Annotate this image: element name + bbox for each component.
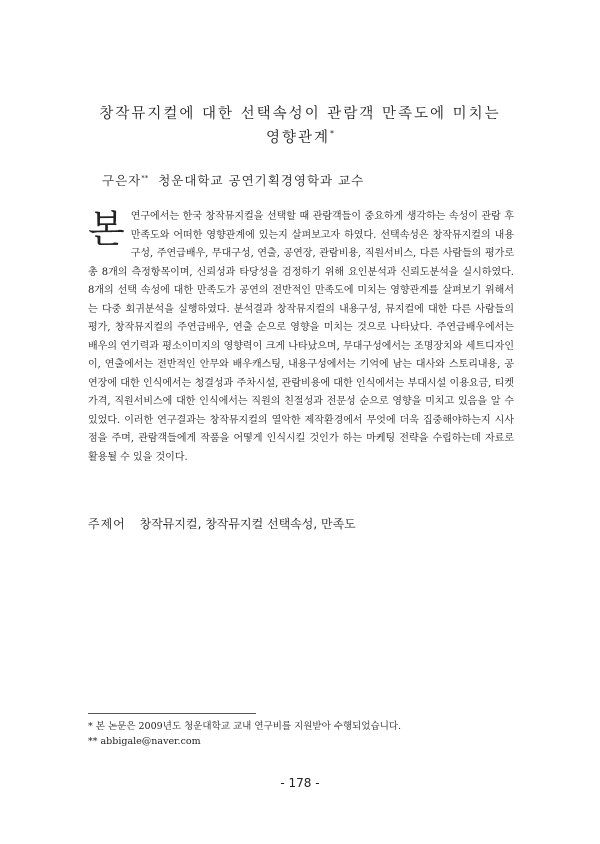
footnotes (88, 719, 528, 749)
paper-title-line-1: 창작뮤지컬에 대한 선택속성이 관람객 만족도에 미치는 (99, 106, 501, 122)
keywords-label: 주제어 (88, 517, 126, 531)
keywords-items: 창작뮤지컬, 창작뮤지컬 선택속성, 만족도 (139, 517, 356, 531)
footnote-funding: * 본 논문은 2009년도 청운대학교 교내 연구비를 지원받아 수행되었습니다. (88, 721, 402, 732)
author-footnote-marker: ** (141, 173, 149, 182)
abstract (88, 208, 514, 467)
paper-title-line-2-text: 영향관계 (265, 130, 331, 146)
title-footnote-marker: * (330, 129, 335, 139)
page-number: - 178 - (280, 776, 320, 790)
author-name: 구은자 (102, 173, 142, 188)
abstract-dropcap: 본 (88, 207, 125, 251)
abstract-text: 연구에서는 한국 창작뮤지컬을 선택할 때 관람객들이 중요하게 생각하는 속성이 관람 후 만족도와 어떠한 영향관계에 있는지 살펴보고자 하였다. 선택속성은 창작뮤지컬의 내용구성, 주연급배우, 무대구성, 연출, 공연장, 관람비용, 직원서비스, 다른 사람들의 평가로 총 8개의 측정항목이며, 신뢰성과 타당성을 검정하기 위해 요인분석과 신뢰도분석을 실시하였다. 8개의 선택 속성에 대한 만족도가 공연의 전반적인 만족도에 미치는 영향관계를 살펴보기 위해서는 다중 회귀분석을 실행하였다. 분석결과 창작뮤지컬의 내용구성, 뮤지컬에 대한 다른 사람들의 평가, 창작뮤지컬의 주연급배우, 연출 순으로 영향을 미치는 것으로 나타났다. 주연급배우에서는 배우의 연기력과 평소이미지의 영향력이 크게 나타났으며, 무대구성에서는 조명장치와 세트디자인이, 연출에서는 전반적인 안무와 배우캐스팅, 내용구성에서는 기억에 남는 대사와 스토리내용, 공연장에 대한 인식에서는 청결성과 주차시설, 관람비용에 대한 인식에서는 부대시설 이용요금, 티켓가격, 직원서비스에 대한 인식에서는 직원의 친절성과 전문성 순으로 영향을 미치고 있음을 알 수 있었다. 이러한 연구결과는 창작뮤지컬의 열악한 제작환경에서 무엇에 더욱 집중해야하는지 시사점을 주며, 관람객들에게 작품을 어떻게 인식시킬 것인가 하는 마케팅 전략을 수립하는데 자료로 활용될 수 있을 것이다. (88, 211, 514, 463)
keywords (88, 515, 356, 532)
footnote-email: ** abbigale@naver.com (88, 736, 201, 747)
author-affiliation: 청운대학교 공연기획경영학과 교수 (158, 173, 365, 188)
footnote-divider (88, 713, 256, 714)
paper-title-line-2 (0, 126, 600, 147)
author-line (102, 171, 364, 189)
